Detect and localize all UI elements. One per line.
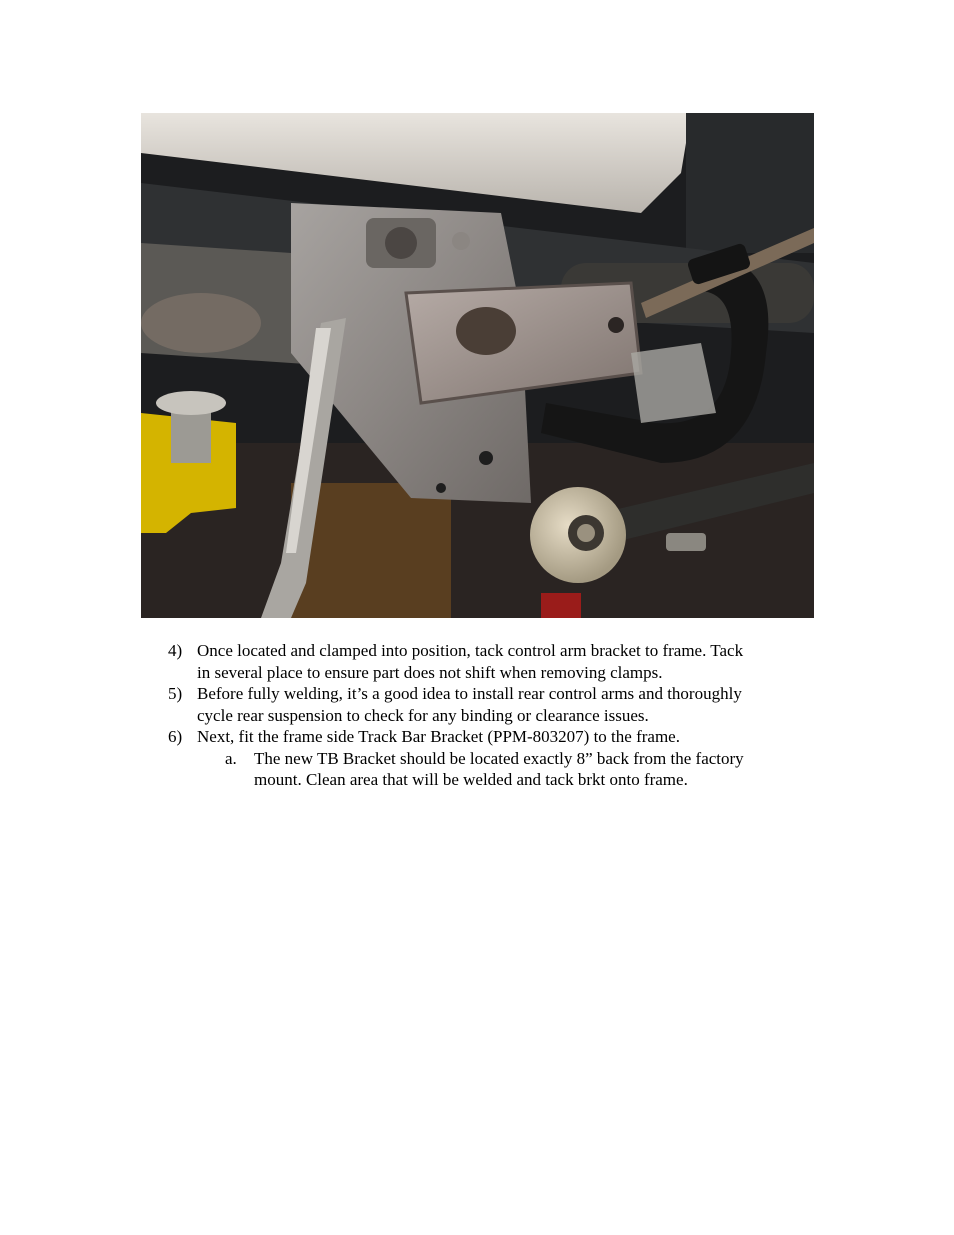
step-number: 4) — [168, 641, 183, 660]
instruction-steps — [168, 640, 818, 791]
step-line: Once located and clamped into position, tack control arm bracket to frame. Tack — [197, 641, 744, 660]
step-line: Before fully welding, it’s a good idea to install rear control arms and thoroughly — [197, 684, 742, 703]
step-line: cycle rear suspension to check for any binding or clearance issues. — [197, 705, 649, 725]
step-5 — [168, 683, 818, 726]
sub-step-line: The new TB Bracket should be located exactly 8” back from the factory — [254, 748, 744, 768]
step-line: in several place to ensure part does not shift when removing clamps. — [197, 662, 663, 682]
step-number: 6) — [168, 727, 183, 746]
step-6 — [168, 726, 818, 748]
step-4 — [168, 640, 818, 683]
step-6a — [168, 748, 818, 791]
sub-step-line: mount. Clean area that will be welded and tack brkt onto frame. — [254, 770, 688, 789]
step-line: Next, fit the frame side Track Bar Bracket (PPM-803207) to the frame. — [197, 727, 680, 746]
bracket-photo — [141, 113, 814, 618]
step-number: 5) — [168, 684, 183, 703]
sub-step-letter: a. — [225, 748, 237, 768]
